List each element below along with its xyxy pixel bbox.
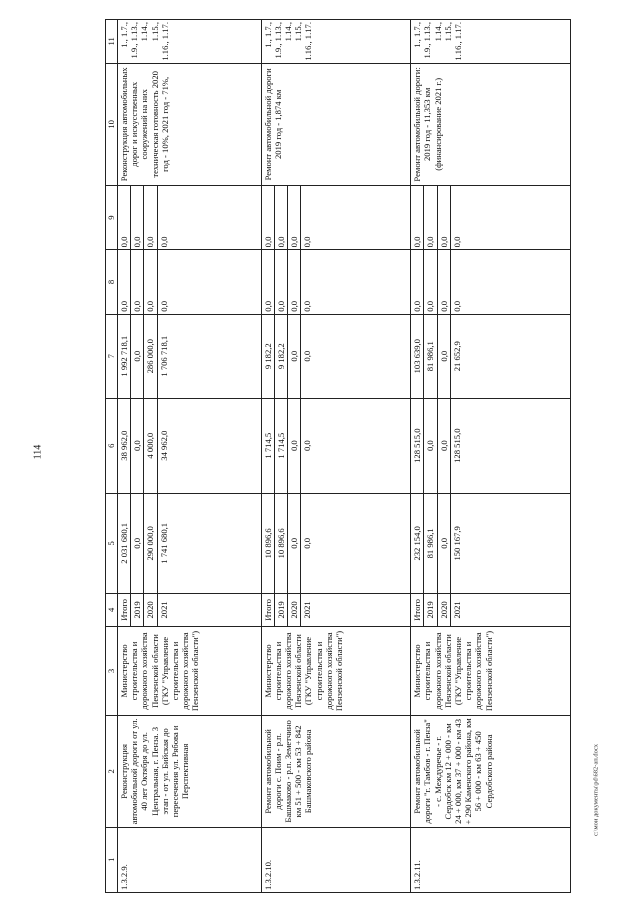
regional-cell: 0,0 [301, 314, 411, 398]
federal-cell: 128 515,0 [411, 398, 424, 493]
federal-cell: 0,0 [288, 398, 301, 493]
program-table [105, 19, 571, 893]
item-indicators: 1., 1.7., 1.9., 1.13., 1.14., 1.15., 1.16., 1.17. [261, 20, 411, 64]
header-cell: 3 [106, 626, 118, 715]
header-cell: 9 [106, 185, 118, 249]
local-cell: 0,0 [424, 250, 437, 314]
item-number: 1.3.2.11. [411, 827, 571, 892]
other-cell: 0,0 [131, 185, 144, 249]
federal-cell: 128 515,0 [450, 398, 570, 493]
local-cell: 0,0 [437, 250, 450, 314]
page-number: 114 [32, 444, 44, 460]
total-cell: 1 741 680,1 [157, 493, 261, 593]
regional-cell: 0,0 [437, 314, 450, 398]
footer-file-path: c:\мои документы\pd\682-ап.docx [592, 744, 600, 836]
regional-cell: 0,0 [288, 314, 301, 398]
regional-cell: 81 986,1 [424, 314, 437, 398]
regional-cell: 9 182,2 [261, 314, 274, 398]
federal-cell: 0,0 [437, 398, 450, 493]
item-name: Ремонт автомобильной дороги с. Поим - р.п. Башмаково - р.п. Земетчино км 51 + 500 - км 53 + 842 Башмаковского района [261, 716, 411, 827]
table-row [411, 20, 424, 893]
item-result: Реконструкция автомобильных дорог и искусственных сооружений на них техническая готовность 2020 год - 10%, 2021 год - 71%, [118, 63, 262, 185]
year-cell: 2021 [157, 594, 261, 627]
total-cell: 2 031 680,1 [118, 493, 131, 593]
item-executor: Министерство строительства и дорожного хозяйства Пензенской области (ГКУ "Управление строительства и дорожного хозяйства Пензенской области") [411, 626, 571, 715]
federal-cell: 0,0 [301, 398, 411, 493]
other-cell: 0,0 [157, 185, 261, 249]
header-cell: 5 [106, 493, 118, 593]
local-cell: 0,0 [261, 250, 274, 314]
other-cell: 0,0 [118, 185, 131, 249]
other-cell: 0,0 [274, 185, 287, 249]
year-cell: 2020 [437, 594, 450, 627]
header-cell: 1 [106, 827, 118, 892]
local-cell: 0,0 [118, 250, 131, 314]
total-cell: 81 986,1 [424, 493, 437, 593]
year-cell: Итого [118, 594, 131, 627]
local-cell: 0,0 [450, 250, 570, 314]
total-cell: 0,0 [131, 493, 144, 593]
item-name: Реконструкция автомобильной дороги от ул. 40 лет Октября до ул. Центральная, г. Пенза. 3 этап - от ул. Бийская до пересечения ул. Рябова и Перспективная [118, 716, 262, 827]
header-cell: 6 [106, 398, 118, 493]
federal-cell: 1 714,5 [274, 398, 287, 493]
federal-cell: 0,0 [424, 398, 437, 493]
regional-cell: 0,0 [131, 314, 144, 398]
local-cell: 0,0 [288, 250, 301, 314]
other-cell: 0,0 [261, 185, 274, 249]
regional-cell: 286 000,0 [144, 314, 157, 398]
local-cell: 0,0 [274, 250, 287, 314]
header-cell: 4 [106, 594, 118, 627]
other-cell: 0,0 [411, 185, 424, 249]
other-cell: 0,0 [288, 185, 301, 249]
year-cell: 2021 [301, 594, 411, 627]
local-cell: 0,0 [144, 250, 157, 314]
federal-cell: 1 714,5 [261, 398, 274, 493]
total-cell: 0,0 [301, 493, 411, 593]
year-cell: Итого [261, 594, 274, 627]
other-cell: 0,0 [144, 185, 157, 249]
federal-cell: 4 000,0 [144, 398, 157, 493]
item-executor: Министерство строительства и дорожного хозяйства Пензенской области (ГКУ "Управление строительства и дорожного хозяйства Пензенской области") [118, 626, 262, 715]
header-cell: 2 [106, 716, 118, 827]
year-cell: 2019 [424, 594, 437, 627]
total-cell: 0,0 [437, 493, 450, 593]
local-cell: 0,0 [301, 250, 411, 314]
local-cell: 0,0 [411, 250, 424, 314]
item-number: 1.3.2.9. [118, 827, 262, 892]
item-result: Ремонт автомобильной дороги: 2019 год - 11,353 км (финансирование 2021 г.) [411, 63, 571, 185]
federal-cell: 34 962,0 [157, 398, 261, 493]
item-indicators: 1., 1.7., 1.9., 1.13., 1.14., 1.15., 1.16., 1.17. [411, 20, 571, 64]
header-cell: 8 [106, 250, 118, 314]
total-cell: 10 896,6 [274, 493, 287, 593]
regional-cell: 9 182,2 [274, 314, 287, 398]
table-row [261, 20, 274, 893]
total-cell: 290 000,0 [144, 493, 157, 593]
regional-cell: 1 992 718,1 [118, 314, 131, 398]
year-cell: 2019 [131, 594, 144, 627]
item-indicators: 1., 1.7., 1.9., 1.13., 1.14., 1.15., 1.16., 1.17. [118, 20, 262, 64]
other-cell: 0,0 [424, 185, 437, 249]
year-cell: 2019 [274, 594, 287, 627]
federal-cell: 0,0 [131, 398, 144, 493]
item-number: 1.3.2.10. [261, 827, 411, 892]
item-executor: Министерство строительства и дорожного хозяйства Пензенской области (ГКУ "Управление строительства и дорожного хозяйства Пензенской области") [261, 626, 411, 715]
local-cell: 0,0 [131, 250, 144, 314]
total-cell: 10 896,6 [261, 493, 274, 593]
header-cell: 10 [106, 63, 118, 185]
total-cell: 232 154,0 [411, 493, 424, 593]
year-cell: Итого [411, 594, 424, 627]
item-name: Ремонт автомобильной дороги "г. Тамбов - г. Пенза" - с. Междуречье - г. Сердобск км 12 + 000 - км 24 + 000, км 37 + 000 - км 43 + 290 Каменского района, км 56 + 000 - км 63 + 450 Сердобского района [411, 716, 571, 827]
regional-cell: 103 639,0 [411, 314, 424, 398]
total-cell: 150 167,9 [450, 493, 570, 593]
year-cell: 2020 [144, 594, 157, 627]
header-row [106, 20, 118, 893]
year-cell: 2020 [288, 594, 301, 627]
other-cell: 0,0 [437, 185, 450, 249]
header-cell: 11 [106, 20, 118, 64]
year-cell: 2021 [450, 594, 570, 627]
federal-cell: 38 962,0 [118, 398, 131, 493]
rotated-page-content [81, 0, 621, 905]
local-cell: 0,0 [157, 250, 261, 314]
total-cell: 0,0 [288, 493, 301, 593]
regional-cell: 1 706 718,1 [157, 314, 261, 398]
other-cell: 0,0 [301, 185, 411, 249]
regional-cell: 21 652,9 [450, 314, 570, 398]
other-cell: 0,0 [450, 185, 570, 249]
header-cell: 7 [106, 314, 118, 398]
table-row [118, 20, 131, 893]
item-result: Ремонт автомобильной дороги 2019 год - 1,874 км [261, 63, 411, 185]
